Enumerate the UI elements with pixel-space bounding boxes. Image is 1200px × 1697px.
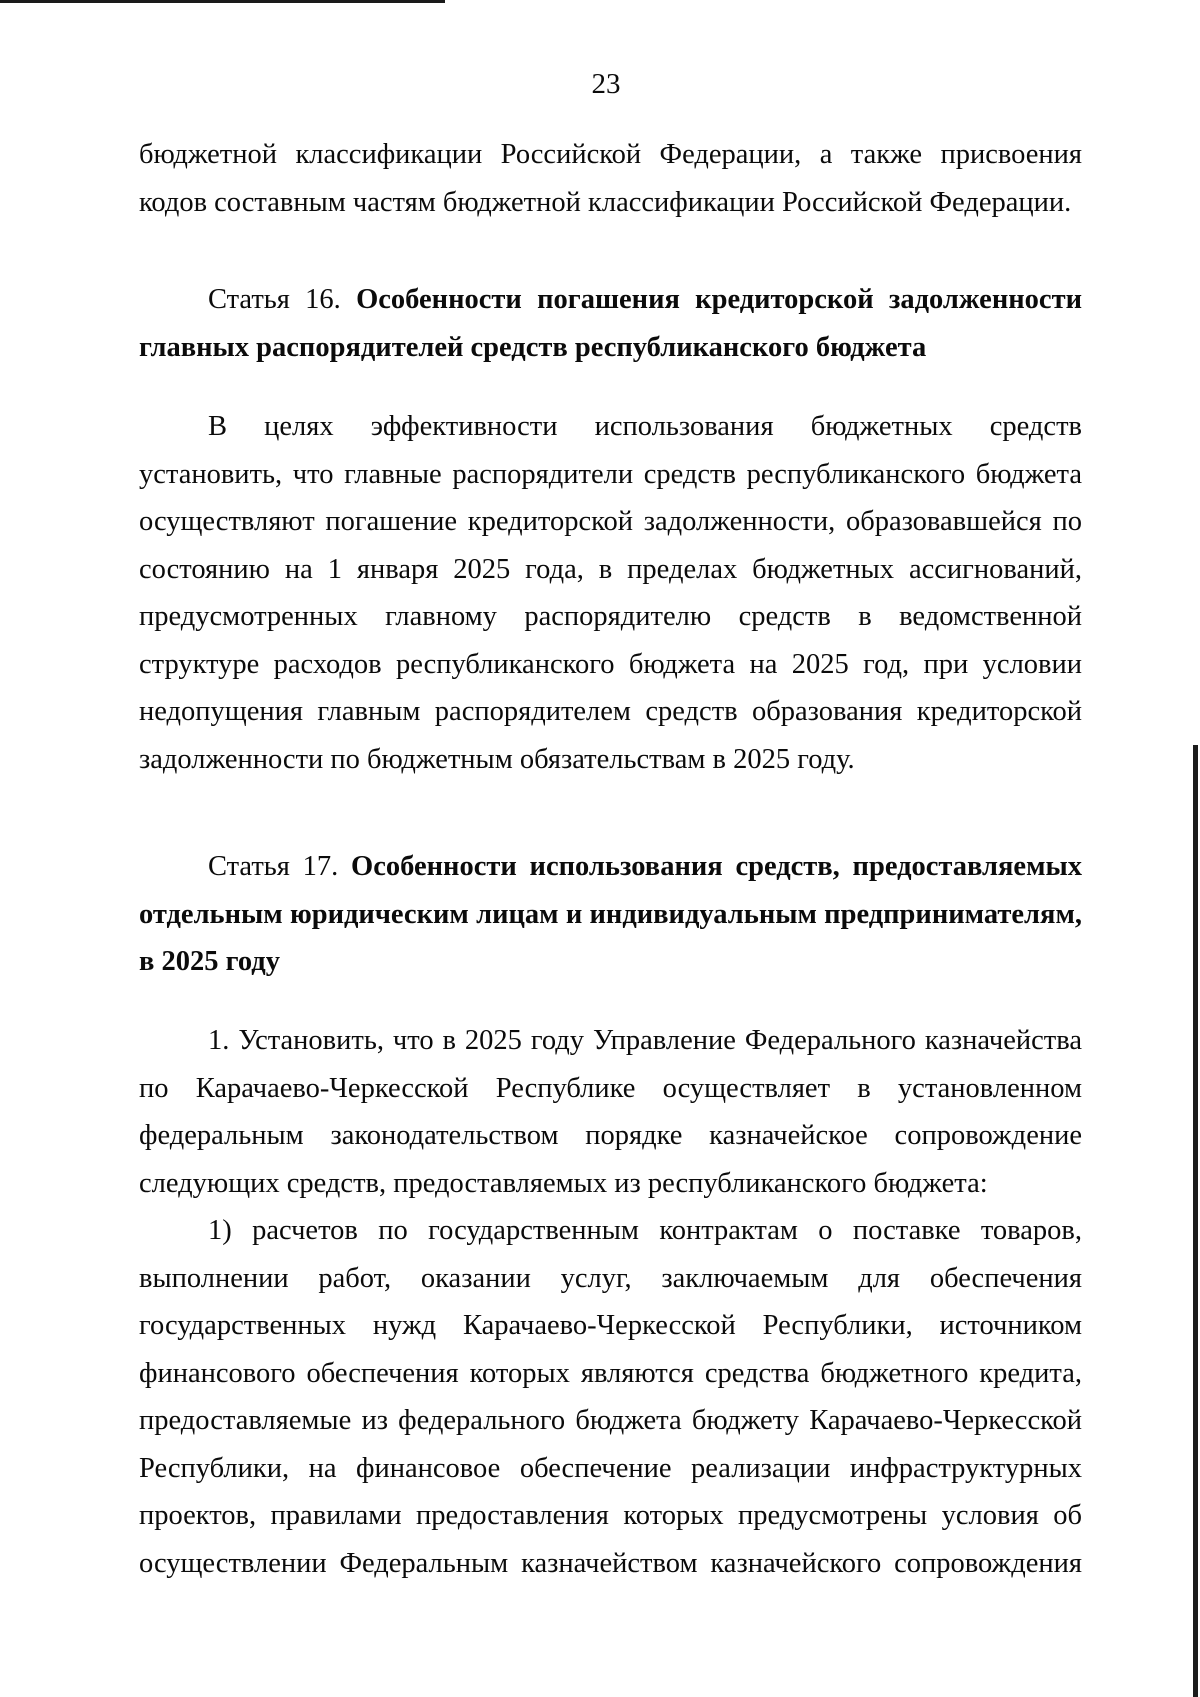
- article-title: отдельным юридическим лицам и индивидуальным предпринимателям,: [139, 898, 1082, 930]
- text-line: осуществляют погашение кредиторской задолженности, образовавшейся по: [139, 506, 1082, 537]
- article-16-body: [139, 403, 1082, 783]
- heading-line: [139, 276, 1082, 324]
- heading-line: [139, 938, 1082, 986]
- article-title: Особенности погашения кредиторской задолженности: [356, 284, 1082, 315]
- article-16-heading: [139, 276, 1082, 371]
- article-17-body: [139, 1017, 1082, 1587]
- text-line: выполнении работ, оказании услуг, заключаемым для обеспечения: [139, 1262, 1082, 1294]
- text-line: предоставляемые из федерального бюджета бюджету Карачаево-Черкесской: [139, 1405, 1082, 1436]
- heading-line: [139, 891, 1082, 939]
- article-title: Особенности использования средств, предоставляемых: [351, 851, 1082, 882]
- text-line: структуре расходов республиканского бюджета на 2025 год, при условии: [139, 648, 1082, 680]
- text-line: следующих средств, предоставляемых из республиканского бюджета:: [139, 1167, 988, 1199]
- page-number: 23: [591, 68, 621, 100]
- text-line: недопущения главным распорядителем средств образования кредиторской: [139, 696, 1082, 727]
- text-line: государственных нужд Карачаево-Черкесской Республики, источником: [139, 1310, 1082, 1341]
- article-title: в 2025 году: [139, 946, 280, 977]
- text-line: осуществлении Федеральным казначейством казначейского сопровождения: [139, 1547, 1082, 1579]
- text-line: задолженности по бюджетным обязательствам в 2025 году.: [139, 743, 855, 775]
- continuation-paragraph: [139, 131, 1082, 226]
- article-label: Статья 17.: [208, 851, 339, 882]
- text-line: бюджетной классификации Российской Федерации, а также присвоения: [139, 139, 1082, 170]
- text-line: по Карачаево-Черкесской Республике осуществляет в установленном: [139, 1072, 1082, 1104]
- text-line: Республики, на финансовое обеспечение реализации инфраструктурных: [139, 1452, 1082, 1484]
- text-line: проектов, правилами предоставления которых предусмотрены условия об: [139, 1500, 1082, 1531]
- scan-border-top: [0, 0, 445, 3]
- article-17-heading: [139, 843, 1082, 986]
- heading-line: [139, 843, 1082, 891]
- text-line: предусмотренных главному распорядителю средств в ведомственной: [139, 601, 1082, 632]
- heading-line: [139, 324, 1082, 372]
- text-line: 1) расчетов по государственным контрактам о поставке товаров,: [208, 1215, 1082, 1246]
- text-line: финансового обеспечения которых являются средства бюджетного кредита,: [139, 1357, 1082, 1389]
- article-title: главных распорядителей средств республиканского бюджета: [139, 331, 927, 363]
- text-line: установить, что главные распорядители средств республиканского бюджета: [139, 458, 1082, 490]
- text-line: федеральным законодательством порядке казначейское сопровождение: [139, 1120, 1082, 1151]
- text-line: 1. Установить, что в 2025 году Управление Федерального казначейства: [208, 1025, 1082, 1056]
- scan-border-right: [1193, 745, 1198, 1697]
- text-line: состоянию на 1 января 2025 года, в пределах бюджетных ассигнований,: [139, 553, 1082, 585]
- text-line: В целях эффективности использования бюджетных средств: [208, 411, 1082, 442]
- text-line: кодов составным частям бюджетной классификации Российской Федерации.: [139, 186, 1072, 218]
- article-label: Статья 16.: [208, 284, 341, 315]
